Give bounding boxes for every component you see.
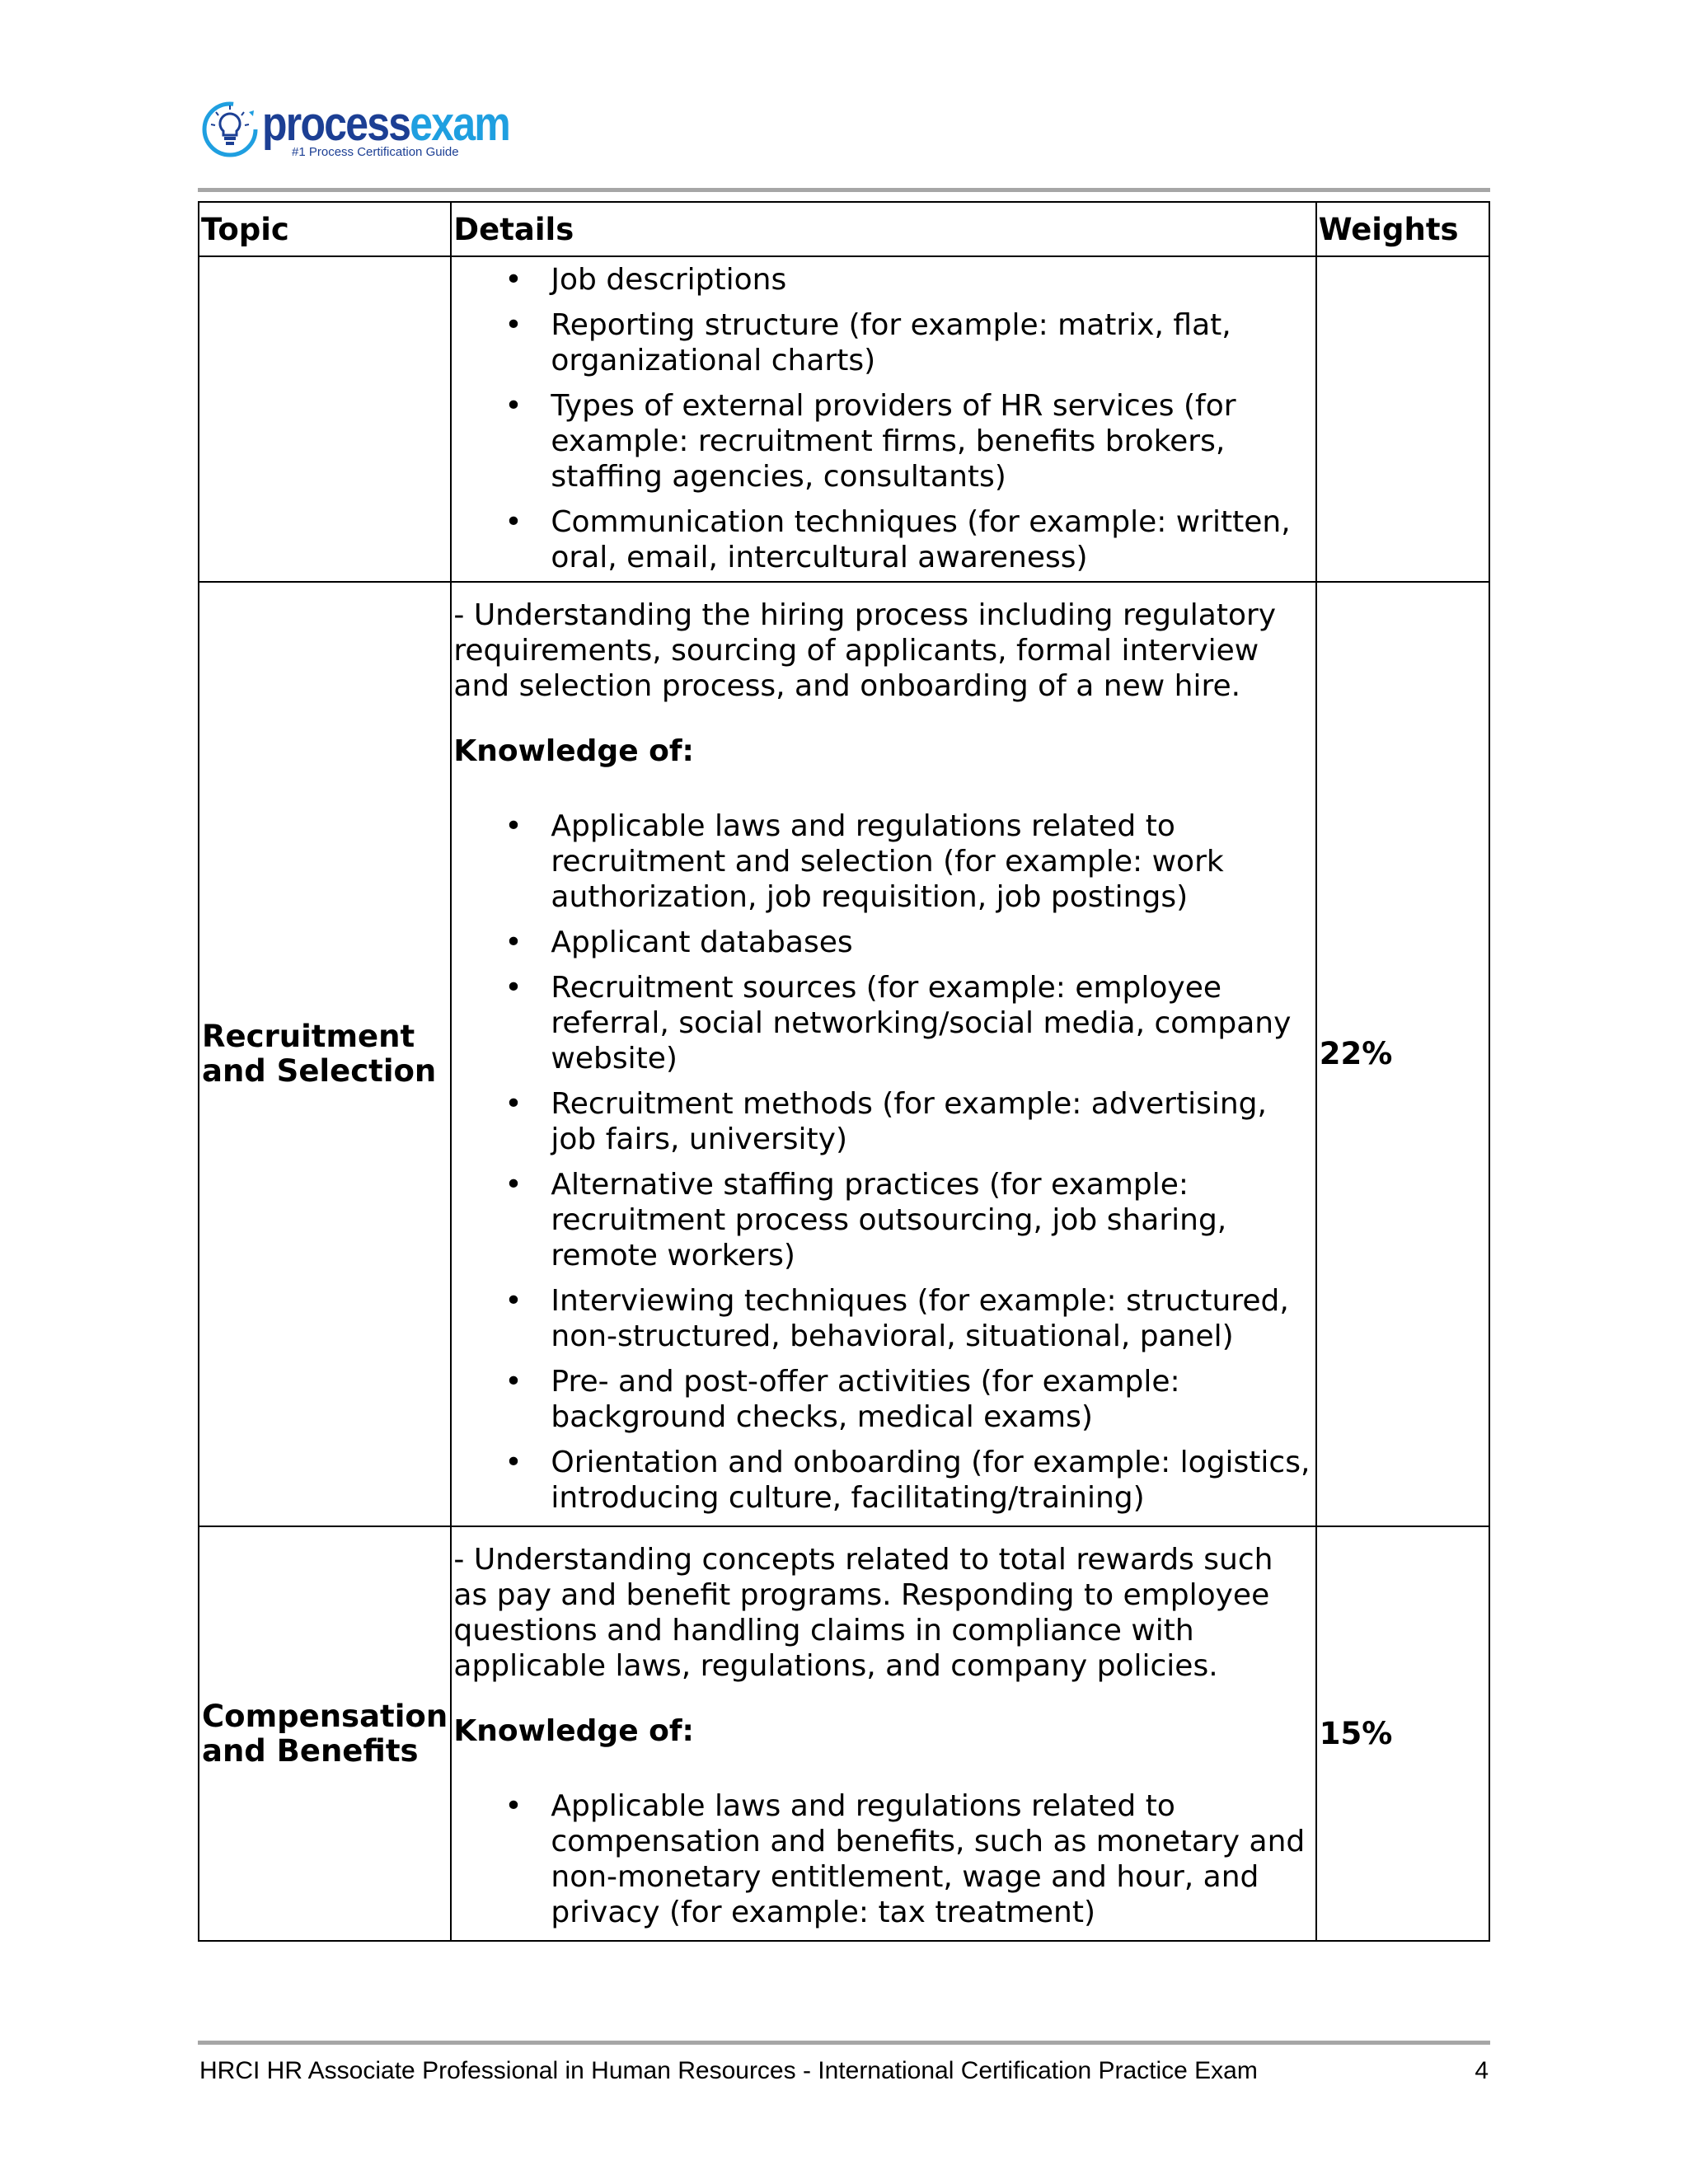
knowledge-label: Knowledge of:	[453, 1714, 694, 1748]
table-header-row	[199, 202, 1489, 256]
table-row	[199, 256, 1489, 582]
list-item: • Applicant databases	[452, 925, 1315, 960]
weight-15-percent: 15%	[1316, 1526, 1489, 1941]
list-item: • Applicable laws and regulations related to recruitment and selection (for example: work authorization, job requisition, job postings)	[452, 808, 1315, 915]
knowledge-label: Knowledge of:	[453, 734, 694, 768]
table-row	[199, 1526, 1489, 1941]
details-cell	[451, 1526, 1315, 1941]
list-item: • Recruitment sources (for example: employee referral, social networking/social media, company website)	[452, 970, 1315, 1076]
list-item: • Applicable laws and regulations related to compensation and benefits, such as monetary and non-monetary entitlement, wage and hour, and privacy (for example: tax treatment)	[452, 1788, 1315, 1930]
knowledge-list	[452, 1788, 1315, 1930]
logo-part-process: process	[262, 97, 410, 151]
topic-description: - Understanding the hiring process including regulatory requirements, sourcing of applicants, formal interview and selection process, and onboarding of a new hire.	[453, 598, 1277, 703]
page-number: 4	[1475, 2057, 1489, 2084]
table-row	[199, 582, 1489, 1526]
list-item: • Pre- and post-offer activities (for example: background checks, medical exams)	[452, 1364, 1315, 1435]
page-footer	[198, 2057, 1490, 2090]
topic-cell	[199, 256, 451, 582]
weight-cell	[1316, 256, 1489, 582]
header-weights: Weights	[1316, 202, 1489, 256]
list-item: • Types of external providers of HR services (for example: recruitment firms, benefits brokers, staffing agencies, consultants)	[452, 388, 1315, 494]
topic-compensation-and-benefits: Compensation and Benefits	[199, 1526, 451, 1941]
list-item: • Interviewing techniques (for example: structured, non-structured, behavioral, situational, panel)	[452, 1283, 1315, 1354]
lightbulb-icon	[201, 101, 259, 158]
list-item: • Job descriptions	[452, 262, 1315, 298]
footer-title: HRCI HR Associate Professional in Human Resources - International Certification Practice Exam	[199, 2057, 1258, 2084]
list-item: • Recruitment methods (for example: advertising, job fairs, university)	[452, 1086, 1315, 1157]
list-item: • Alternative staffing practices (for example: recruitment process outsourcing, job sharing, remote workers)	[452, 1167, 1315, 1273]
knowledge-list	[452, 808, 1315, 1516]
header-details: Details	[451, 202, 1315, 256]
exam-topics-table	[198, 201, 1490, 1942]
header-topic: Topic	[199, 202, 451, 256]
list-item: • Orientation and onboarding (for example: logistics, introducing culture, facilitating/training)	[452, 1445, 1315, 1516]
topic-recruitment-and-selection: Recruitment and Selection	[199, 582, 451, 1526]
footer-divider	[198, 2041, 1490, 2045]
details-cell	[451, 582, 1315, 1526]
list-item: • Communication techniques (for example: written, oral, email, intercultural awareness)	[452, 504, 1315, 575]
processexam-logo	[198, 97, 511, 163]
details-cell	[451, 256, 1315, 582]
logo-part-exam: exam	[410, 97, 509, 151]
list-item: • Reporting structure (for example: matrix, flat, organizational charts)	[452, 307, 1315, 378]
topic-description: - Understanding concepts related to total rewards such as pay and benefit programs. Responding to employee questions and handling claims in compliance with applicable laws, regulations, and company policies.	[453, 1543, 1273, 1683]
knowledge-list	[452, 257, 1315, 575]
weight-22-percent: 22%	[1316, 582, 1489, 1526]
logo-wordmark	[262, 99, 509, 150]
logo-tagline: #1 Process Certification Guide	[292, 145, 459, 159]
header-divider	[198, 188, 1490, 192]
